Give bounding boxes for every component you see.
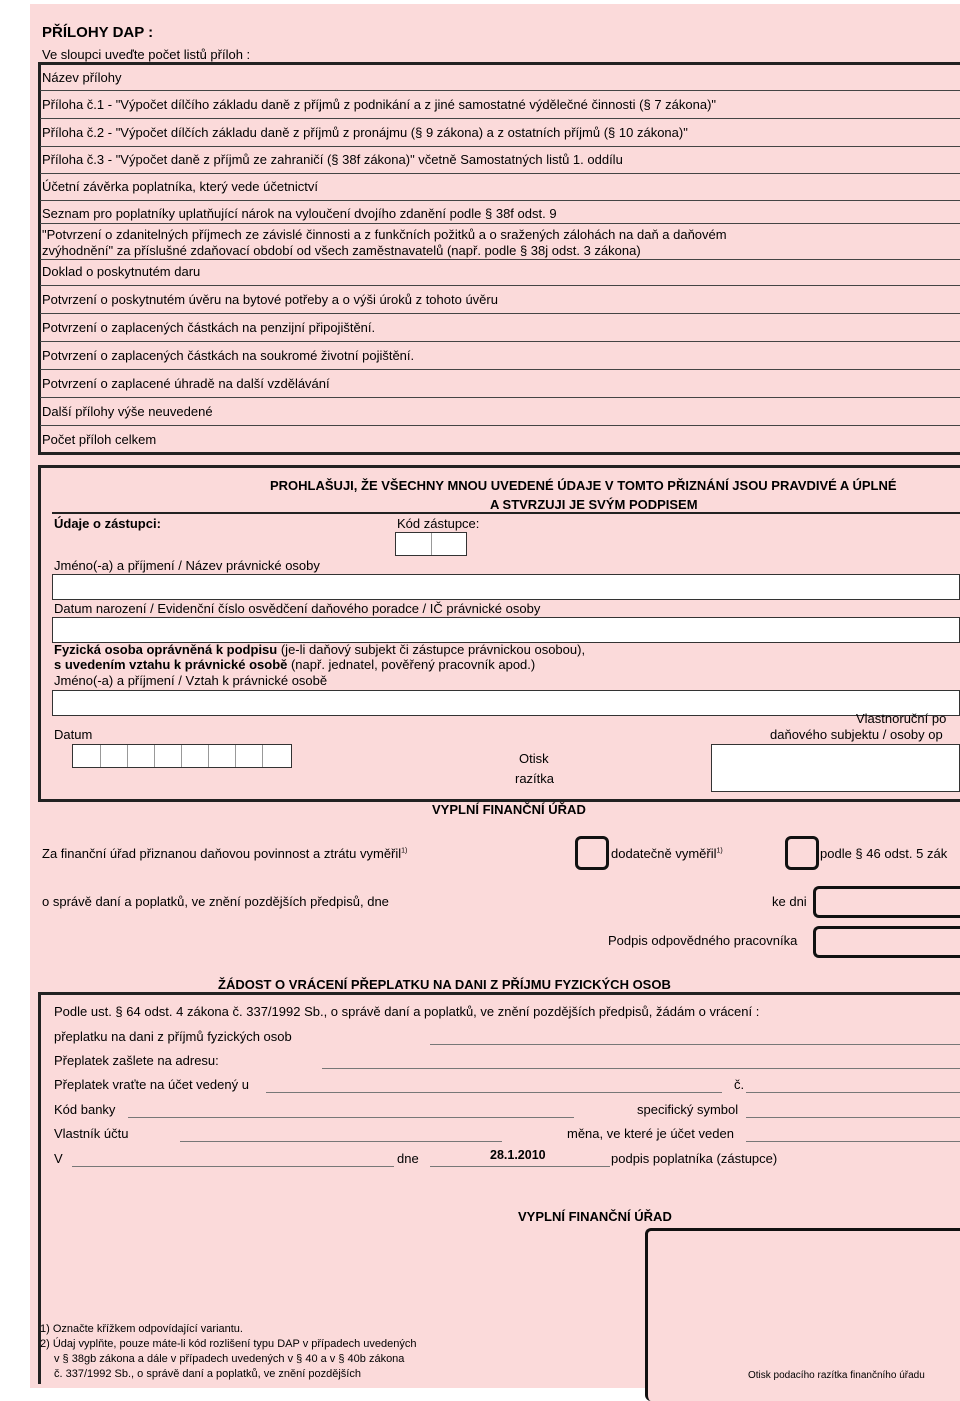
currency-label: měna, ve které je účet veden xyxy=(567,1126,734,1141)
refund-intro: Podle ust. § 64 odst. 4 zákona č. 337/1992 Sb., o správě daní a poplatků, ve znění pozdějších předpisů, žádám o vrácení : xyxy=(54,1004,760,1019)
list-item: Další přílohy výše neuvedené xyxy=(42,404,213,419)
name-input[interactable] xyxy=(52,574,960,600)
birth-input[interactable] xyxy=(52,617,960,643)
list-item: "Potvrzení o zdanitelných příjmech ze závislé činnosti a z funkčních požitků a o sražených zálohách na daň a daňovém xyxy=(42,227,727,242)
overpayment-input[interactable] xyxy=(430,1044,960,1045)
account-bank-input[interactable] xyxy=(266,1092,722,1093)
signature-label-1: Vlastnoruční po xyxy=(856,711,947,726)
overpayment-label: přeplatku na dani z příjmů fyzických osob xyxy=(54,1029,292,1044)
declaration-left-border xyxy=(38,465,41,801)
account-label: Přeplatek vraťte na účet vedený u xyxy=(54,1077,249,1092)
footnote-2-line-3: č. 337/1992 Sb., o správě daní a poplatků, ve znění pozdějších xyxy=(54,1368,361,1380)
list-item: Potvrzení o zaplacených částkách na penzijní připojištění. xyxy=(42,320,376,335)
attachments-total-label: Počet příloh celkem xyxy=(42,432,157,447)
declaration-line-1: PROHLAŠUJI, ŽE VŠECHNY MNOU UVEDENÉ ÚDAJE V TOMTO PŘIZNÁNÍ JSOU PRAVDIVÉ A ÚPLNÉ xyxy=(270,478,897,493)
refund-date-label: dne xyxy=(397,1151,419,1166)
rep-code-label: Kód zástupce: xyxy=(397,516,480,531)
authorized-name-label: Jméno(-a) a příjmení / Vztah k právnické osobě xyxy=(54,673,328,688)
attachments-column-header: Název přílohy xyxy=(42,70,122,85)
account-number-input[interactable] xyxy=(746,1092,960,1093)
list-item: Potvrzení o poskytnutém úvěru na bytové potřeby a o výši úroků z tohoto úvěru xyxy=(42,292,498,307)
table-top-border xyxy=(40,62,960,65)
owner-label: Vlastník účtu xyxy=(54,1126,129,1141)
place-label: V xyxy=(54,1151,63,1166)
per-law-label: podle § 46 odst. 5 zák xyxy=(820,846,948,861)
until-date-input[interactable] xyxy=(813,886,960,918)
footnote-1: 1) Označte křížkem odpovídající variantu. xyxy=(40,1323,243,1335)
refund-office-title: VYPLNÍ FINANČNÍ ÚŘAD xyxy=(518,1209,672,1224)
stamp-label-2: razítka xyxy=(515,771,555,786)
bank-code-input[interactable] xyxy=(128,1117,574,1118)
representative-label: Údaje o zástupci: xyxy=(54,516,161,531)
owner-input[interactable] xyxy=(180,1141,502,1142)
list-item: Potvrzení o zaplacené úhradě na další vzdělávání xyxy=(42,376,330,391)
office-signature-label: Podpis odpovědného pracovníka xyxy=(608,933,798,948)
rep-code-input[interactable] xyxy=(395,532,467,556)
account-number-label: č. xyxy=(734,1077,745,1092)
office-signature-input[interactable] xyxy=(813,926,960,958)
declaration-line-2: A STVRZUJI JE SVÝM PODPISEM xyxy=(490,497,698,512)
list-item: Příloha č.1 - "Výpočet dílčího základu daně z příjmů z podnikání a z jiné samostatné výdělečné činnosti (§ 7 zákona)" xyxy=(42,97,717,112)
address-input[interactable] xyxy=(322,1068,960,1069)
address-label: Přeplatek zašlete na adresu: xyxy=(54,1053,219,1068)
bank-code-label: Kód banky xyxy=(54,1102,116,1117)
specific-symbol-input[interactable] xyxy=(746,1117,960,1118)
authorized-line-2: s uvedením vztahu k právnické osobě (např. jednatel, pověřený pracovník apod.) xyxy=(54,657,536,672)
list-item: Potvrzení o zaplacených částkách na soukromé životní pojištění. xyxy=(42,348,415,363)
assessed-label: Za finanční úřad přiznanou daňovou povinnost a ztrátu vyměřil$^{1)}$ xyxy=(42,846,408,861)
taxpayer-signature-label: podpis poplatníka (zástupce) xyxy=(611,1151,778,1166)
until-label: ke dni xyxy=(772,894,807,909)
stamp-note: Otisk podacího razítka finančního úřadu xyxy=(748,1370,925,1381)
table-bottom-border xyxy=(38,452,960,455)
birth-label: Datum narození / Evidenční číslo osvědčení daňového poradce / IČ právnické osoby xyxy=(54,601,541,616)
authorized-name-input[interactable] xyxy=(52,690,960,716)
additional-label: dodatečně vyměřil$^{1)}$ xyxy=(611,846,723,861)
date-input[interactable] xyxy=(72,744,292,768)
list-item: Účetní závěrka poplatníka, který vede účetnictví xyxy=(42,179,319,194)
signature-label-2: daňového subjektu / osoby op xyxy=(770,727,943,742)
stamp-label-1: Otisk xyxy=(519,751,549,766)
office-title: VYPLNÍ FINANČNÍ ÚŘAD xyxy=(432,802,586,817)
footnote-2-line-1: 2) Údaj vyplňte, pouze máte-li kód rozlišení typu DAP v případech uvedených xyxy=(40,1338,417,1350)
date-label: Datum xyxy=(54,727,93,742)
additional-checkbox[interactable] xyxy=(785,836,819,870)
list-item: Příloha č.3 - "Výpočet daně z příjmů ze zahraničí (§ 38f zákona)" včetně Samostatných listů 1. oddílu xyxy=(42,152,623,167)
name-label: Jméno(-a) a příjmení / Název právnické osoby xyxy=(54,558,320,573)
law-date-label: o správě daní a poplatků, ve znění pozdějších předpisů, dne xyxy=(42,894,389,909)
attachments-instruction: Ve sloupci uveďte počet listů příloh : xyxy=(42,47,251,62)
specific-symbol-label: specifický symbol xyxy=(637,1102,739,1117)
currency-input[interactable] xyxy=(746,1141,960,1142)
authorized-line-1: Fyzická osoba oprávněná k podpisu (je-li daňový subjekt či zástupce právnickou osobou), xyxy=(54,642,586,657)
footnote-2-line-2: v § 38gb zákona a dále v případech uvedených v § 40 a v § 40b zákona xyxy=(54,1353,405,1365)
table-left-border xyxy=(38,62,41,454)
signature-box[interactable] xyxy=(711,744,960,792)
list-item: Doklad o poskytnutém daru xyxy=(42,264,201,279)
list-item: Příloha č.2 - "Výpočet dílčích základu daně z příjmů z pronájmu (§ 9 zákona) a z ostatních příjmů (§ 10 zákona)" xyxy=(42,125,688,140)
refund-date-value[interactable]: 28.1.2010 xyxy=(490,1148,546,1162)
list-item: zvýhodnění" za příslušné zdaňovací období od všech zaměstnavatelů (např. podle § 38j odst. 3 zákona) xyxy=(42,243,641,258)
attachments-title: PŘÍLOHY DAP : xyxy=(42,24,154,41)
list-item: Seznam pro poplatníky uplatňující nárok na vyloučení dvojího zdanění podle § 38f odst. 9 xyxy=(42,206,557,221)
refund-title: ŽÁDOST O VRÁCENÍ PŘEPLATKU NA DANI Z PŘÍJMU FYZICKÝCH OSOB xyxy=(218,977,671,992)
assessed-checkbox[interactable] xyxy=(575,836,609,870)
place-input[interactable] xyxy=(72,1166,394,1167)
